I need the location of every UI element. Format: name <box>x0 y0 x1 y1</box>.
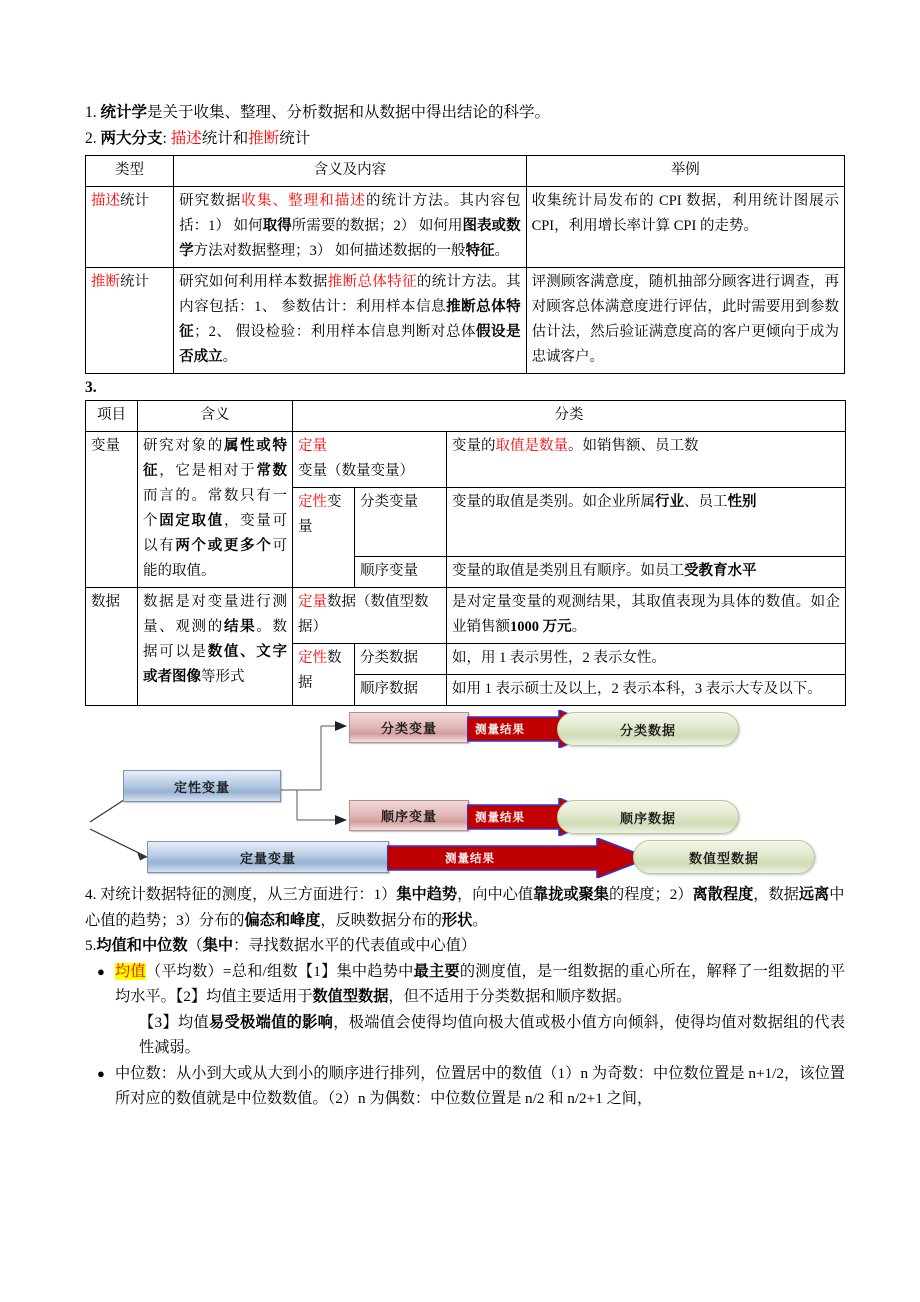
node-categorical-variable <box>349 712 469 743</box>
text-run: （平均数）=总和/组数【1】集中趋势中 <box>145 962 414 980</box>
text-run: 描述 <box>91 193 120 209</box>
text-run: 推断 <box>91 274 120 290</box>
node-numeric-data <box>633 840 815 874</box>
text-run: 离散程度 <box>692 886 754 903</box>
table-row <box>86 268 845 374</box>
text-run: 等形式 <box>201 669 245 685</box>
text-run: 远离 <box>798 886 830 903</box>
text-run: 所需要的数据；2） 如何用 <box>291 218 463 234</box>
text-run: 结果 <box>223 619 257 635</box>
table1-cell-meaning <box>174 268 526 374</box>
item-5-index: 5. <box>85 937 97 954</box>
text-run: 数值、文字或者图像 <box>143 644 287 685</box>
text-run: 常数 <box>256 463 287 479</box>
text-run: 假设是否成立 <box>179 324 521 365</box>
text-run: 的统计方法。其内容包括：1） 如何 <box>179 193 521 234</box>
text-run: 统计 <box>120 193 149 209</box>
bullet-list <box>85 959 845 1112</box>
text-run: ，数据 <box>753 886 799 903</box>
table2-data-quantitative-label <box>293 588 447 644</box>
text-run: 数据 <box>298 650 342 691</box>
table-statistics-branches <box>85 155 845 374</box>
text-run: ，变量可以有 <box>143 513 287 554</box>
table2-variable-meaning <box>138 432 293 588</box>
arrow-measure-bottom <box>387 838 649 878</box>
text-run: 对统计数据特征的测度，从三方面进行：1） <box>100 886 397 903</box>
text-run: 变量的 <box>452 438 496 454</box>
table-row <box>86 187 845 268</box>
text-run: 数值型数据 <box>312 988 389 1005</box>
table1-header-row <box>86 156 845 187</box>
arrow-measure-middle-label: 测量结果 <box>475 812 525 824</box>
item-2-tail: 统计 <box>279 130 311 147</box>
node-ordinal-variable <box>349 800 469 831</box>
node-ordinal-variable-label: 顺序变量 <box>380 809 437 824</box>
text-run: 性别 <box>727 494 757 510</box>
text-run: 偏态和峰度 <box>244 911 321 929</box>
table2-data-subtype: 顺序数据 <box>355 675 447 706</box>
text-run: 取得 <box>262 218 292 234</box>
table-variable-data-classification <box>85 400 846 706</box>
text-run: 的程度；2） <box>608 886 693 903</box>
bullet-marker-icon: ● <box>97 963 105 979</box>
text-run: 、员工 <box>684 494 728 510</box>
text-run: 定量 <box>298 594 327 610</box>
numbered-item-2 <box>85 126 845 151</box>
table2-variable-quantitative-desc <box>447 432 846 488</box>
text-run: 变量的取值是类别且有顺序。如员工 <box>452 563 684 579</box>
node-ordinal-data-label: 顺序数据 <box>619 810 676 826</box>
item-2-index: 2. <box>85 130 97 147</box>
list-item-continuation <box>115 1010 845 1061</box>
numbered-item-1 <box>85 100 845 125</box>
table1-cell-type <box>86 268 174 374</box>
table2-variable-subtype-desc <box>447 557 846 588</box>
node-qualitative-variable <box>123 770 281 802</box>
text-run: 均值和中位数 <box>96 937 188 954</box>
text-run: 形状 <box>441 911 473 929</box>
list-item <box>85 959 845 1061</box>
section-label-3: 3. <box>85 379 97 396</box>
list-item-text <box>115 1061 845 1112</box>
text-run: 研究对象的 <box>143 438 224 454</box>
numbered-item-4 <box>85 882 845 933</box>
item-2-red-1: 描述 <box>170 130 202 147</box>
arrow-measure-top-label: 测量结果 <box>475 724 525 736</box>
text-run: 属性或特征 <box>143 438 287 479</box>
table1-cell-example <box>526 268 844 374</box>
table2-variable-quantitative-label <box>293 432 447 488</box>
text-run: （ <box>187 937 203 954</box>
variable-to-data-flow-diagram <box>85 712 845 882</box>
text-run: 图表或数学 <box>179 218 521 259</box>
table2-variable-qualitative-label <box>293 488 355 588</box>
item-2-bold: 两大分支 <box>100 130 163 147</box>
text-run: ，反映数据分布的 <box>320 911 442 929</box>
list-item-text <box>115 959 845 1061</box>
text-run: 受教育水平 <box>684 563 757 579</box>
item-1-bold: 统计学 <box>100 104 148 121</box>
text-run: 数据是对变量进行测量、观测的 <box>143 594 287 635</box>
text-run: 如用 1 表示硕士及以上，2 表示本科，3 表示大专及以下。 <box>452 681 822 697</box>
text-run: 。 <box>494 243 509 259</box>
text-run: ；2、 假设检验：利用样本信息判断对总体 <box>194 324 477 340</box>
text-run: 定量 <box>298 438 327 454</box>
text-run: 固定取值 <box>159 513 224 529</box>
text-run: 定性 <box>298 494 327 510</box>
table2-data-subtype: 分类数据 <box>355 644 447 675</box>
table2-header-classification: 分类 <box>293 401 846 432</box>
table1-header-example: 举例 <box>526 156 844 187</box>
table1-header-meaning: 含义及内容 <box>174 156 526 187</box>
text-run: ，向中心值 <box>457 886 534 903</box>
text-run: 。如销售额、员工数 <box>568 438 699 454</box>
text-run: 中心值的趋势；3）分布的 <box>85 886 845 929</box>
text-run: 定性 <box>298 650 327 666</box>
numbered-item-5 <box>85 933 845 959</box>
table1-cell-example <box>526 187 844 268</box>
node-categorical-data-label: 分类数据 <box>619 722 676 738</box>
table2-data-subtype-desc <box>447 644 846 675</box>
table1-cell-meaning <box>174 187 526 268</box>
node-categorical-variable-label: 分类变量 <box>380 721 437 736</box>
text-run: 集中趋势 <box>396 886 458 903</box>
table2-variable-subtype-desc <box>447 488 846 557</box>
text-run: 。 <box>571 619 587 635</box>
text-run: 的统计方法。其内容包括：1、 参数估计：利用样本信息 <box>179 274 521 315</box>
text-run: 评测顾客满意度，随机抽部分顾客进行调查，再对顾客总体满意度进行评估，此时需要用到参数估计法，然后验证满意度高的客户更倾向于成为忠诚客户。 <box>531 274 839 365</box>
list-item <box>85 1061 845 1112</box>
table2-data-item: 数据 <box>86 588 138 706</box>
text-run: 变量 <box>298 494 342 535</box>
text-run: 推断总体特征 <box>179 299 521 340</box>
text-run: 1000 万元 <box>510 619 572 635</box>
table2-variable-item: 变量 <box>86 432 138 588</box>
text-run: 。数据可以是 <box>143 619 287 660</box>
text-run: 集中 <box>202 937 234 954</box>
item-1-rest: 是关于收集、整理、分析数据和从数据中得出结论的科学。 <box>147 104 551 121</box>
arrow-measure-bottom-label: 测量结果 <box>445 853 495 865</box>
text-run: 。 <box>472 911 488 929</box>
table2-data-meaning <box>138 588 293 706</box>
item-2-mid: 统计和 <box>201 130 249 147</box>
item-1-index: 1. <box>85 104 97 121</box>
text-run: 的测度值，是一组数据的重心所在，解释了一组数据的平均水平。【2】均值主要适用于 <box>115 962 846 1005</box>
node-ordinal-data <box>557 800 739 834</box>
table2-header-item: 项目 <box>86 401 138 432</box>
node-categorical-data <box>557 712 739 746</box>
item-2-red-2: 推断 <box>248 130 280 147</box>
text-run: 研究如何利用样本数据 <box>179 274 328 290</box>
table1-header-type: 类型 <box>86 156 174 187</box>
node-qualitative-variable-label: 定性变量 <box>173 779 230 795</box>
text-run: 收集、整理和描述 <box>241 193 366 209</box>
table2-data-qualitative-label <box>293 644 355 706</box>
text-run: 中位数：从小到大或从大到小的顺序进行排列，位置居中的数值（1）n 为奇数：中位数位置是 n+1/2，该位置所对应的数值就是中位数数值。（2）n 为偶数：中位数位置是 n/2 和 n/2+1 之间， <box>115 1064 845 1107</box>
text-run: 特征 <box>465 243 495 259</box>
text-run: 推断总体特征 <box>327 274 417 290</box>
table2-header-row <box>86 401 846 432</box>
table2-variable-subtype: 顺序变量 <box>355 557 447 588</box>
text-run: 。 <box>222 349 238 365</box>
table2-data-quantitative-desc <box>447 588 846 644</box>
text-run: 数据（数值型数据） <box>298 594 429 635</box>
node-quantitative-variable <box>147 841 389 873</box>
table2-data-subtype-desc <box>447 675 846 706</box>
node-quantitative-variable-label: 定量变量 <box>239 850 296 866</box>
table1-cell-type <box>86 187 174 268</box>
item-5-text <box>96 937 476 954</box>
text-run: 易受极端值的影响 <box>209 1013 334 1031</box>
text-run: 取值是数量 <box>495 438 568 454</box>
text-run: 最主要 <box>413 962 460 980</box>
text-run: 【3】均值 <box>139 1013 210 1031</box>
table-row <box>86 588 846 644</box>
bullet-marker-icon: ● <box>97 1065 105 1081</box>
text-run: 研究数据 <box>179 193 242 209</box>
table2-variable-subtype: 分类变量 <box>355 488 447 557</box>
table2-header-meaning: 含义 <box>138 401 293 432</box>
text-run: 变量的取值是类别。如企业所属 <box>452 494 655 510</box>
text-run: 统计 <box>120 274 149 290</box>
text-run: 均值 <box>115 962 146 980</box>
text-run: 收集统计局发布的 CPI 数据，利用统计图展示 CPI，利用增长率计算 CPI 的走势。 <box>531 193 839 234</box>
table-row <box>86 432 846 488</box>
text-run: 变量（数量变量） <box>298 463 414 479</box>
text-run: 是对定量变量的观测结果，其取值表现为具体的数值。如企业销售额 <box>452 594 841 635</box>
item-2-colon: : <box>162 130 167 147</box>
item-4-index: 4. <box>85 886 97 903</box>
text-run: 方法对数据整理；3） 如何描述数据的一般 <box>193 243 466 259</box>
text-run: ，但不适用于分类数据和顺序数据。 <box>388 988 632 1005</box>
text-run: 可能的取值。 <box>143 538 287 579</box>
text-run: 两个或更多个 <box>175 538 273 554</box>
text-run: 而言的。常数只有一个 <box>143 488 287 529</box>
text-run: 如，用 1 表示男性，2 表示女性。 <box>452 650 666 666</box>
text-run: 行业 <box>655 494 684 510</box>
text-run: ，极端值会使得均值向极大值或极小值方向倾斜，使得均值对数据组的代表性减弱。 <box>139 1013 846 1056</box>
text-run: 靠拢或聚集 <box>533 886 609 903</box>
text-run: ：寻找数据水平的代表值或中心值） <box>233 937 477 954</box>
node-numeric-data-label: 数值型数据 <box>688 850 759 866</box>
item-4-text <box>85 886 844 929</box>
text-run: ，它是相对于 <box>159 463 257 479</box>
